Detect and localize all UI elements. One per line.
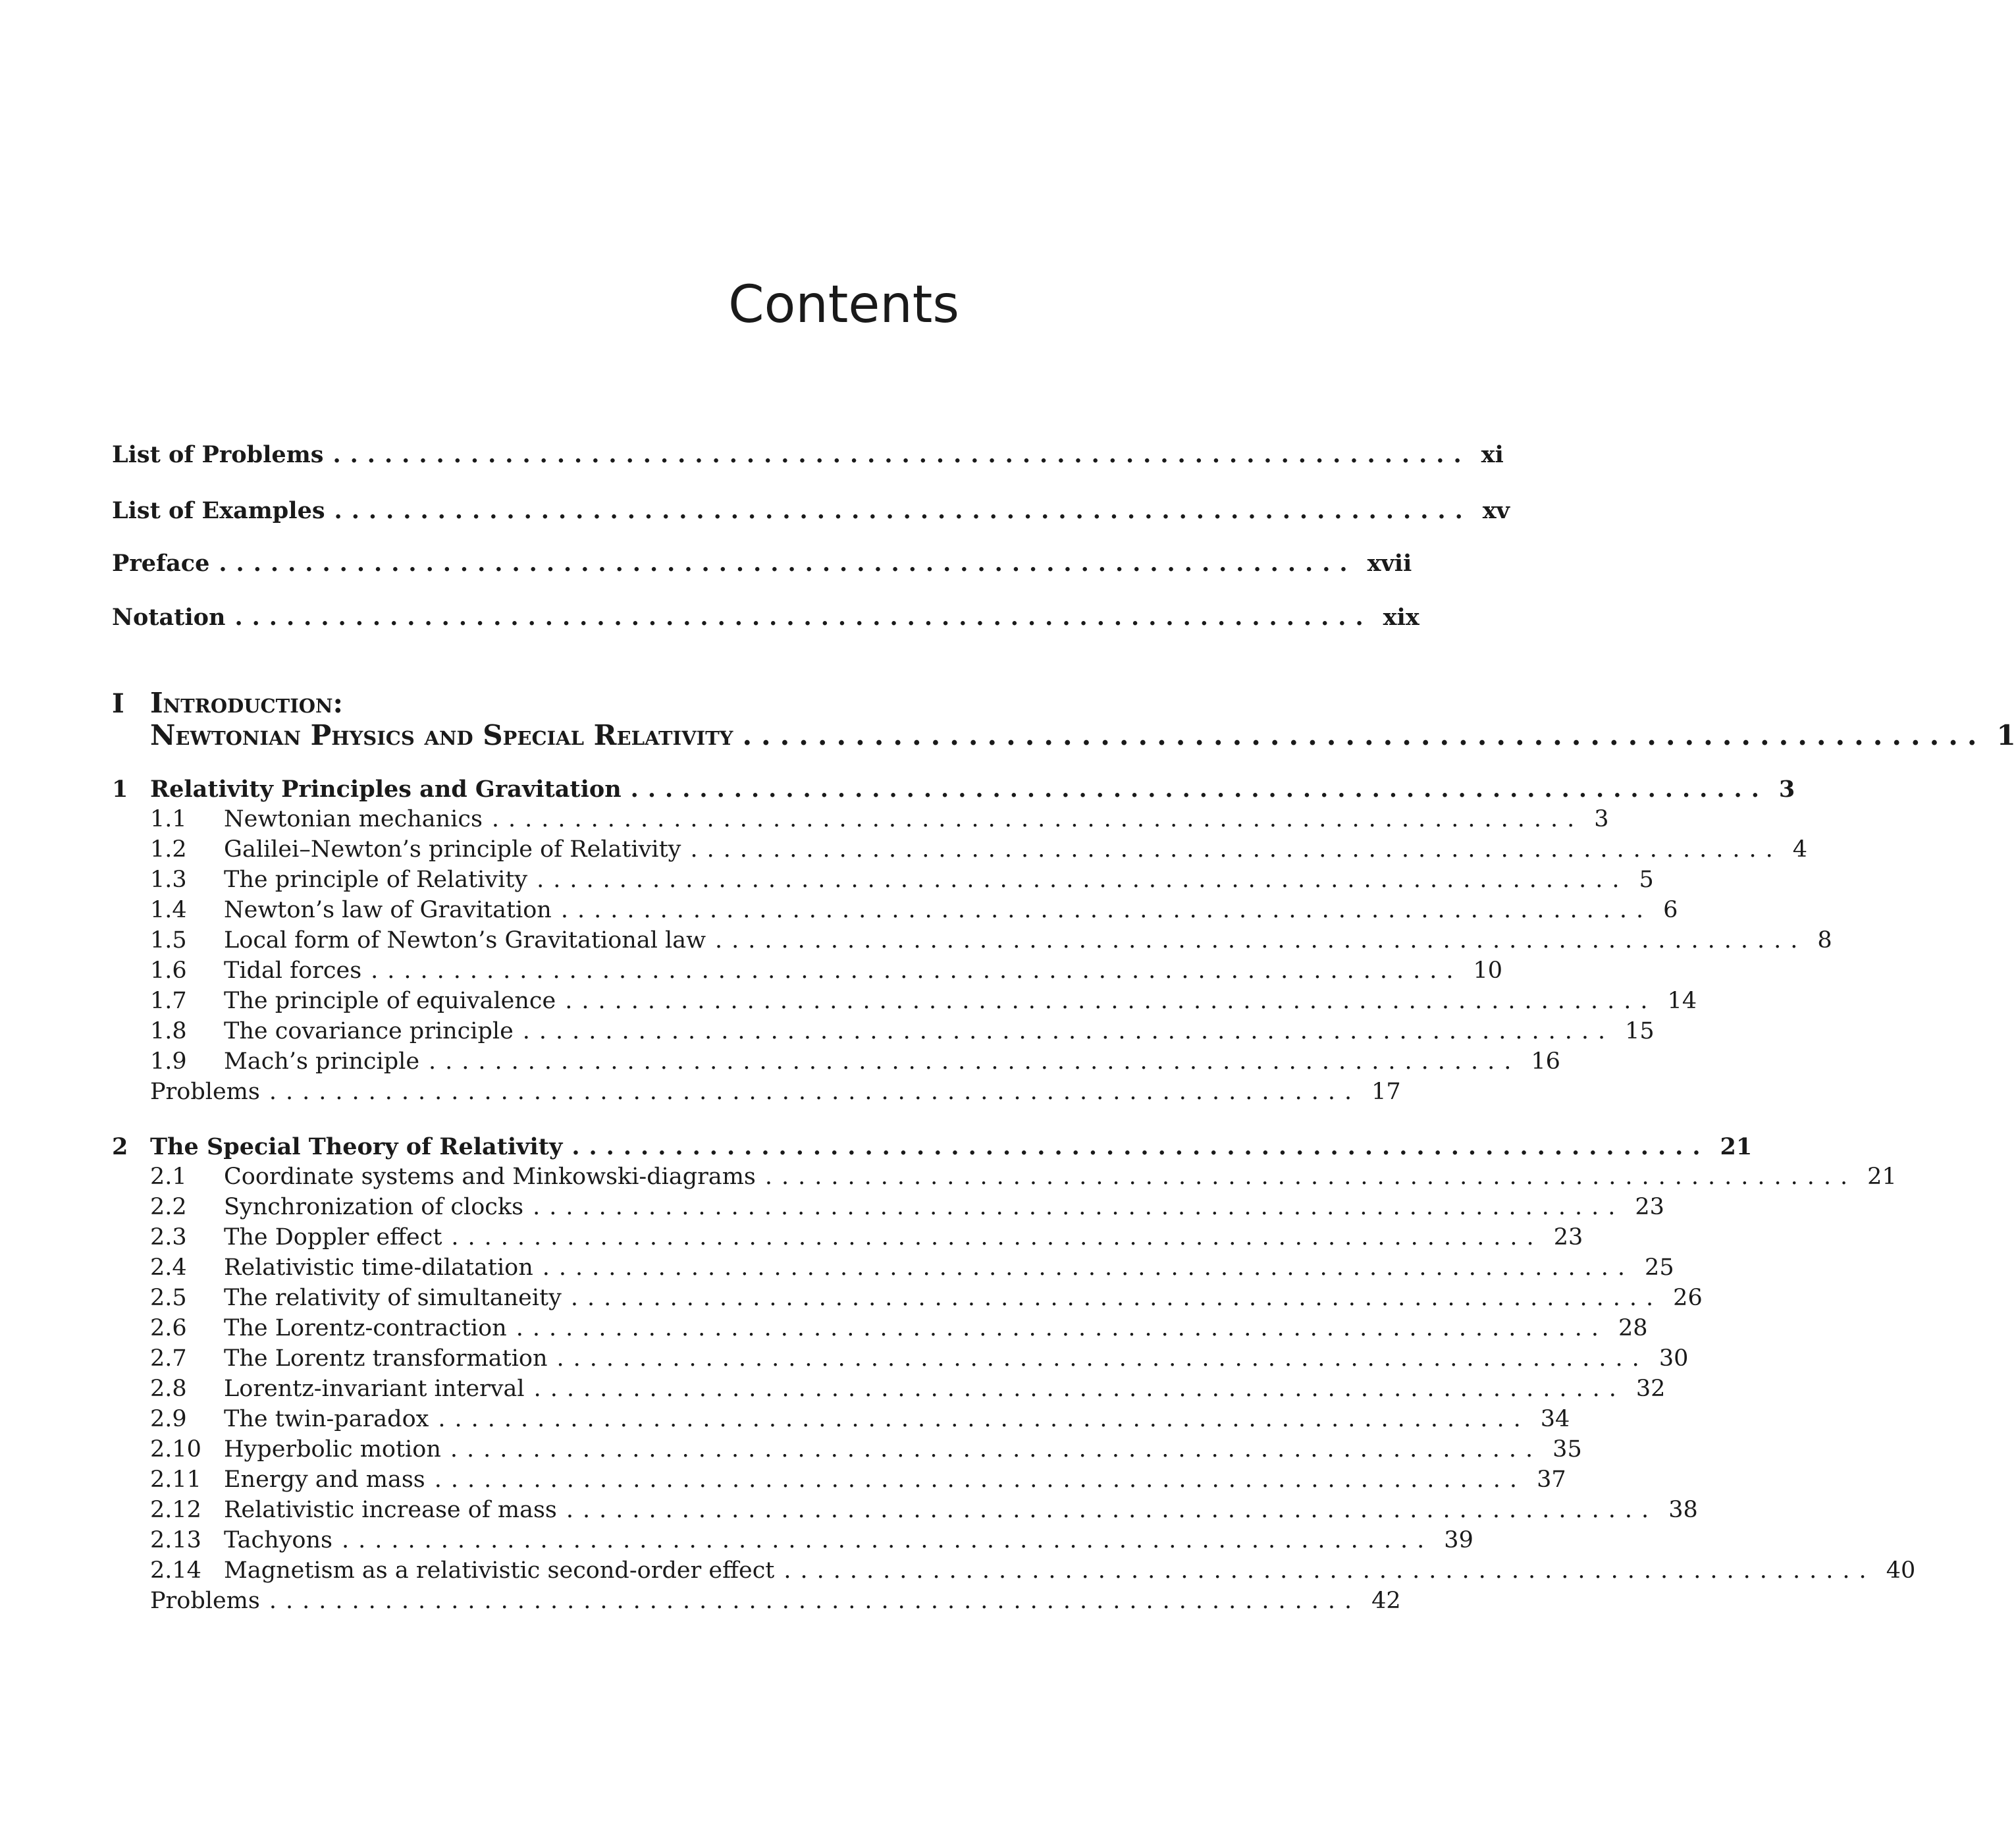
dot-leader: .................................................................. bbox=[560, 897, 1653, 923]
part-title-line-1: Introduction: bbox=[150, 687, 344, 719]
problems-label: Problems bbox=[150, 1588, 260, 1614]
toc-entry-page: 23 bbox=[1635, 1194, 1664, 1220]
toc-entry-section-2-12[interactable] bbox=[150, 1497, 1698, 1523]
dot-leader: .................................................................. bbox=[269, 1588, 1362, 1614]
section-number: 2.2 bbox=[150, 1194, 187, 1220]
section-number: 1.2 bbox=[150, 836, 187, 863]
section-title: The Doppler effect bbox=[224, 1224, 442, 1251]
dot-leader: .................................................................. bbox=[438, 1406, 1530, 1432]
section-number: 1.8 bbox=[150, 1018, 187, 1044]
dot-leader: .................................................................. bbox=[690, 836, 1782, 863]
page-title: Contents bbox=[728, 275, 959, 335]
toc-entry-section-2-4[interactable] bbox=[150, 1254, 1674, 1281]
toc-entry-page: 34 bbox=[1540, 1406, 1570, 1432]
dot-leader: .................................................................. bbox=[450, 1436, 1543, 1463]
dot-leader: .................................................................. bbox=[542, 1254, 1635, 1281]
toc-entry-section-2-5[interactable] bbox=[150, 1285, 1703, 1311]
section-number: 1.6 bbox=[150, 957, 187, 984]
dot-leader: .................................................................. bbox=[429, 1048, 1521, 1075]
toc-entry-page: 14 bbox=[1667, 988, 1697, 1014]
toc-entry-page: 17 bbox=[1371, 1079, 1401, 1105]
section-title: Newtonian mechanics bbox=[224, 806, 483, 832]
dot-leader: .................................................................. bbox=[571, 1133, 1710, 1160]
section-title: The Lorentz transformation bbox=[224, 1345, 548, 1372]
section-number: 2.3 bbox=[150, 1224, 187, 1251]
section-title: Local form of Newton’s Gravitational law bbox=[224, 927, 706, 954]
dot-leader: .................................................................. bbox=[630, 776, 1768, 803]
toc-entry-page: 28 bbox=[1618, 1315, 1648, 1341]
dot-leader: .................................................................. bbox=[533, 1376, 1626, 1402]
section-number: 1.7 bbox=[150, 988, 187, 1014]
section-title: Synchronization of clocks bbox=[224, 1194, 524, 1220]
section-number: 2.5 bbox=[150, 1285, 187, 1311]
dot-leader: .................................................................. bbox=[565, 988, 1657, 1014]
toc-entry-section-1-6[interactable] bbox=[150, 957, 1503, 984]
toc-entry-page: 3 bbox=[1778, 776, 1795, 803]
toc-entry-problems-ch1[interactable] bbox=[150, 1079, 1401, 1105]
problems-label: Problems bbox=[150, 1079, 260, 1105]
part-number: I bbox=[112, 688, 124, 719]
section-number: 2.6 bbox=[150, 1315, 187, 1341]
dot-leader: .................................................................. bbox=[570, 1285, 1663, 1311]
section-number: 2.10 bbox=[150, 1436, 201, 1463]
toc-entry-page: 21 bbox=[1720, 1133, 1753, 1160]
toc-entry-chapter-1[interactable] bbox=[112, 776, 1795, 803]
section-number: 2.13 bbox=[150, 1527, 201, 1553]
toc-entry-section-1-9[interactable] bbox=[150, 1048, 1560, 1075]
section-number: 2.11 bbox=[150, 1467, 201, 1493]
dot-leader: .................................................................. bbox=[556, 1345, 1649, 1372]
section-number: 1.3 bbox=[150, 867, 187, 893]
toc-entry-section-2-8[interactable] bbox=[150, 1376, 1666, 1402]
toc-entry-page: 40 bbox=[1886, 1557, 1916, 1584]
toc-entry-page: 16 bbox=[1531, 1048, 1560, 1075]
toc-entry-problems-ch2[interactable] bbox=[150, 1588, 1401, 1614]
toc-entry-notation[interactable] bbox=[112, 604, 1419, 631]
toc-entry-label: Preface bbox=[112, 550, 210, 577]
dot-leader: .................................................................. bbox=[334, 497, 1472, 524]
toc-entry-page: 10 bbox=[1473, 957, 1503, 984]
chapter-title: Relativity Principles and Gravitation bbox=[150, 776, 622, 803]
section-title: Relativistic increase of mass bbox=[224, 1497, 557, 1523]
chapter-title: The Special Theory of Relativity bbox=[150, 1133, 563, 1160]
toc-entry-list-of-examples[interactable] bbox=[112, 497, 1510, 524]
toc-entry-label: Notation bbox=[112, 604, 226, 631]
dot-leader: .................................................................. bbox=[533, 1194, 1625, 1220]
dot-leader: .................................................................. bbox=[234, 604, 1373, 631]
toc-entry-section-1-5[interactable] bbox=[150, 927, 1832, 954]
dot-leader: .................................................................. bbox=[342, 1527, 1434, 1553]
dot-leader: .................................................................. bbox=[742, 719, 1986, 751]
toc-entry-page: xi bbox=[1481, 441, 1504, 468]
section-number: 2.12 bbox=[150, 1497, 201, 1523]
toc-entry-section-1-2[interactable] bbox=[150, 836, 1808, 863]
section-number: 2.9 bbox=[150, 1406, 187, 1432]
dot-leader: .................................................................. bbox=[451, 1224, 1543, 1251]
toc-entry-page: 32 bbox=[1635, 1376, 1666, 1402]
toc-entry-page: 15 bbox=[1625, 1018, 1655, 1044]
section-title: Tidal forces bbox=[224, 957, 362, 984]
section-number: 2.7 bbox=[150, 1345, 187, 1372]
toc-entry-section-2-10[interactable] bbox=[150, 1436, 1582, 1463]
section-title: Mach’s principle bbox=[224, 1048, 420, 1075]
section-number: 2.4 bbox=[150, 1254, 187, 1281]
section-title: Galilei–Newton’s principle of Relativity bbox=[224, 836, 681, 863]
toc-entry-page: 42 bbox=[1371, 1588, 1401, 1614]
toc-entry-page: 23 bbox=[1553, 1224, 1583, 1251]
toc-entry-section-2-13[interactable] bbox=[150, 1527, 1473, 1553]
toc-entry-chapter-2[interactable] bbox=[112, 1133, 1753, 1160]
dot-leader: .................................................................. bbox=[219, 550, 1357, 577]
dot-leader: .................................................................. bbox=[783, 1557, 1876, 1584]
toc-entry-page: 21 bbox=[1867, 1164, 1897, 1190]
section-title: Energy and mass bbox=[224, 1467, 425, 1493]
toc-entry-section-1-4[interactable] bbox=[150, 897, 1678, 923]
toc-entry-section-2-6[interactable] bbox=[150, 1315, 1648, 1341]
section-number: 1.1 bbox=[150, 806, 187, 832]
dot-leader: .................................................................. bbox=[269, 1079, 1362, 1105]
section-title: Hyperbolic motion bbox=[224, 1436, 441, 1463]
section-number: 2.1 bbox=[150, 1164, 187, 1190]
section-title: The twin-paradox bbox=[224, 1406, 429, 1432]
toc-entry-section-2-11[interactable] bbox=[150, 1467, 1566, 1493]
dot-leader: .................................................................. bbox=[491, 806, 1584, 832]
section-title: Tachyons bbox=[224, 1527, 332, 1553]
dot-leader: .................................................................. bbox=[332, 441, 1471, 468]
toc-entry-section-1-1[interactable] bbox=[150, 806, 1609, 832]
toc-entry-page: 6 bbox=[1663, 897, 1678, 923]
toc-entry-label: List of Examples bbox=[112, 497, 325, 524]
toc-entry-page: 35 bbox=[1552, 1436, 1582, 1463]
toc-entry-page: 1 bbox=[1996, 719, 2016, 751]
toc-entry-section-2-2[interactable] bbox=[150, 1194, 1664, 1220]
section-title: Coordinate systems and Minkowski-diagrams bbox=[224, 1164, 756, 1190]
toc-entry-list-of-problems[interactable] bbox=[112, 441, 1504, 468]
toc-entry-page: 4 bbox=[1792, 836, 1808, 863]
toc-entry-section-1-3[interactable] bbox=[150, 867, 1654, 893]
dot-leader: .................................................................. bbox=[516, 1315, 1608, 1341]
section-title: The Lorentz-contraction bbox=[224, 1315, 507, 1341]
toc-entry-page: 8 bbox=[1817, 927, 1832, 954]
toc-entry-page: 38 bbox=[1668, 1497, 1698, 1523]
section-number: 1.9 bbox=[150, 1048, 187, 1075]
section-title: Relativistic time-dilatation bbox=[224, 1254, 533, 1281]
dot-leader: .................................................................. bbox=[566, 1497, 1658, 1523]
chapter-number: 1 bbox=[112, 776, 128, 803]
section-title: The covariance principle bbox=[224, 1018, 514, 1044]
section-number: 1.4 bbox=[150, 897, 187, 923]
toc-entry-preface[interactable] bbox=[112, 550, 1412, 577]
toc-entry-page: xv bbox=[1482, 497, 1510, 524]
dot-leader: .................................................................. bbox=[434, 1467, 1527, 1493]
toc-entry-section-1-7[interactable] bbox=[150, 988, 1697, 1014]
section-number: 2.14 bbox=[150, 1557, 201, 1584]
dot-leader: .................................................................. bbox=[371, 957, 1463, 984]
toc-entry-section-1-8[interactable] bbox=[150, 1018, 1655, 1044]
section-title: Lorentz-invariant interval bbox=[224, 1376, 525, 1402]
section-title: The principle of Relativity bbox=[224, 867, 528, 893]
toc-entry-section-2-3[interactable] bbox=[150, 1224, 1583, 1251]
section-title: The principle of equivalence bbox=[224, 988, 556, 1014]
toc-entry-section-2-14[interactable] bbox=[150, 1557, 1916, 1584]
toc-entry-page: 5 bbox=[1639, 867, 1654, 893]
chapter-number: 2 bbox=[112, 1133, 128, 1160]
toc-entry-section-2-9[interactable] bbox=[150, 1406, 1570, 1432]
toc-entry-page: xvii bbox=[1367, 550, 1412, 577]
part-title-line-2: Newtonian Physics and Special Relativity bbox=[150, 719, 733, 751]
section-number: 2.8 bbox=[150, 1376, 187, 1402]
toc-entry-page: 30 bbox=[1658, 1345, 1689, 1372]
toc-entry-section-2-1[interactable] bbox=[150, 1164, 1897, 1190]
toc-entry-page: 26 bbox=[1673, 1285, 1703, 1311]
dot-leader: .................................................................. bbox=[764, 1164, 1857, 1190]
dot-leader: .................................................................. bbox=[715, 927, 1807, 954]
toc-entry-section-2-7[interactable] bbox=[150, 1345, 1689, 1372]
toc-entry-page: 39 bbox=[1444, 1527, 1473, 1553]
toc-entry-page: 37 bbox=[1537, 1467, 1566, 1493]
toc-entry-part-i[interactable] bbox=[150, 719, 2016, 751]
toc-entry-page: 3 bbox=[1594, 806, 1609, 832]
section-title: Newton’s law of Gravitation bbox=[224, 897, 552, 923]
section-title: Magnetism as a relativistic second-order effect bbox=[224, 1557, 775, 1584]
section-title: The relativity of simultaneity bbox=[224, 1285, 562, 1311]
toc-entry-label: List of Problems bbox=[112, 441, 324, 468]
section-number: 1.5 bbox=[150, 927, 187, 954]
dot-leader: .................................................................. bbox=[522, 1018, 1615, 1044]
toc-entry-page: xix bbox=[1383, 604, 1419, 631]
toc-entry-page: 25 bbox=[1645, 1254, 1674, 1281]
dot-leader: .................................................................. bbox=[537, 867, 1629, 893]
